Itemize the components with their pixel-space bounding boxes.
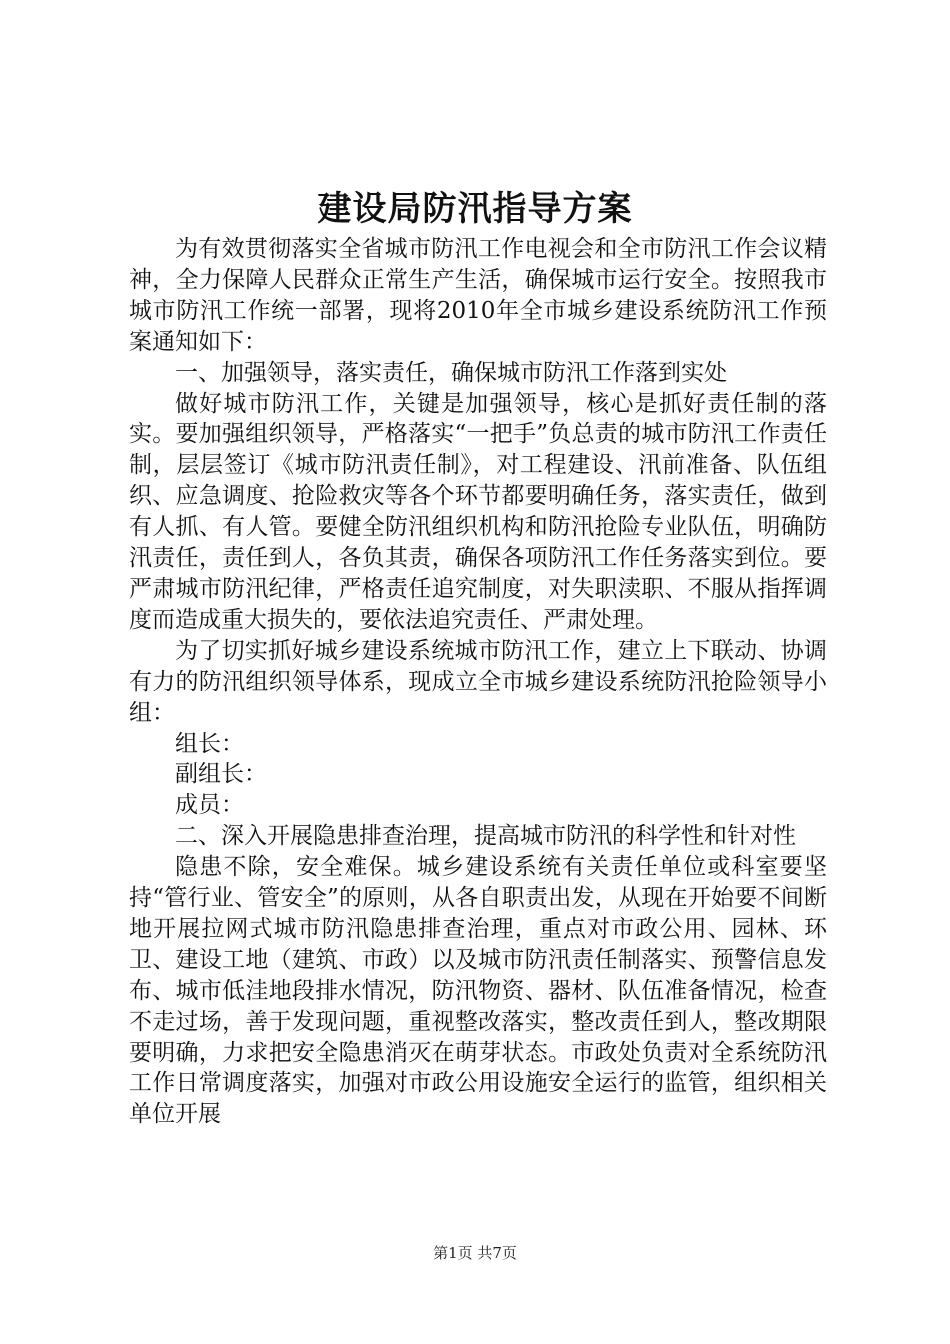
document-title: 建设局防汛指导方案: [317, 189, 633, 229]
body-paragraph: 为了切实抓好城乡建设系统城市防汛工作，建立上下联动、协调有力的防汛组织领导体系，现成立全市城乡建设系统防汛抢险领导小组：: [129, 637, 827, 726]
leader-label: 组长：: [175, 730, 244, 757]
body-paragraph: 做好城市防汛工作，关键是加强领导，核心是抓好责任制的落实。要加强组织领导，严格落实“一把手”负总责的城市防汛工作责任制，层层签订《城市防汛责任制》，对工程建设、汛前准备、队伍组织、应急调度、抢险救灾等各个环节都要明确任务，落实责任，做到有人抓、有人管。要健全防汛组织机构和防汛抢险专业队伍，明确防汛责任，责任到人，各负其责，确保各项防汛工作任务落实到位。要严肃城市防汛纪律，严格责任追究制度，对失职渎职、不服从指挥调度而造成重大损失的，要依法追究责任、严肃处理。: [129, 390, 827, 633]
intro-paragraph: 为有效贯彻落实全省城市防汛工作电视会和全市防汛工作会议精神，全力保障人民群众正常生产生活，确保城市运行安全。按照我市城市防汛工作统一部署，现将2010年全市城乡建设系统防汛工作预案通知如下：: [129, 236, 827, 355]
members-label: 成员：: [175, 792, 244, 819]
section-heading-2: 二、深入开展隐患排查治理，提高城市防汛的科学性和针对性: [175, 823, 796, 850]
section-heading-1: 一、加强领导，落实责任，确保城市防汛工作落到实处: [175, 359, 727, 386]
page-number-footer: 第1页 共7页: [433, 1244, 517, 1262]
body-paragraph: 隐患不除，安全难保。城乡建设系统有关责任单位或科室要坚持“管行业、管安全”的原则，从各自职责出发，从现在开始要不间断地开展拉网式城市防汛隐患排查治理，重点对市政公用、园林、环卫、建设工地（建筑、市政）以及城市防汛责任制落实、预警信息发布、城市低洼地段排水情况，防汛物资、器材、队伍准备情况，检查不走过场，善于发现问题，重视整改落实，整改责任到人，整改期限要明确，力求把安全隐患消灭在萌芽状态。市政处负责对全系统防汛工作日常调度落实，加强对市政公用设施安全运行的监管，组织相关单位开展: [129, 854, 827, 1128]
deputy-leader-label: 副组长：: [175, 761, 267, 788]
document-body: [129, 234, 827, 1130]
